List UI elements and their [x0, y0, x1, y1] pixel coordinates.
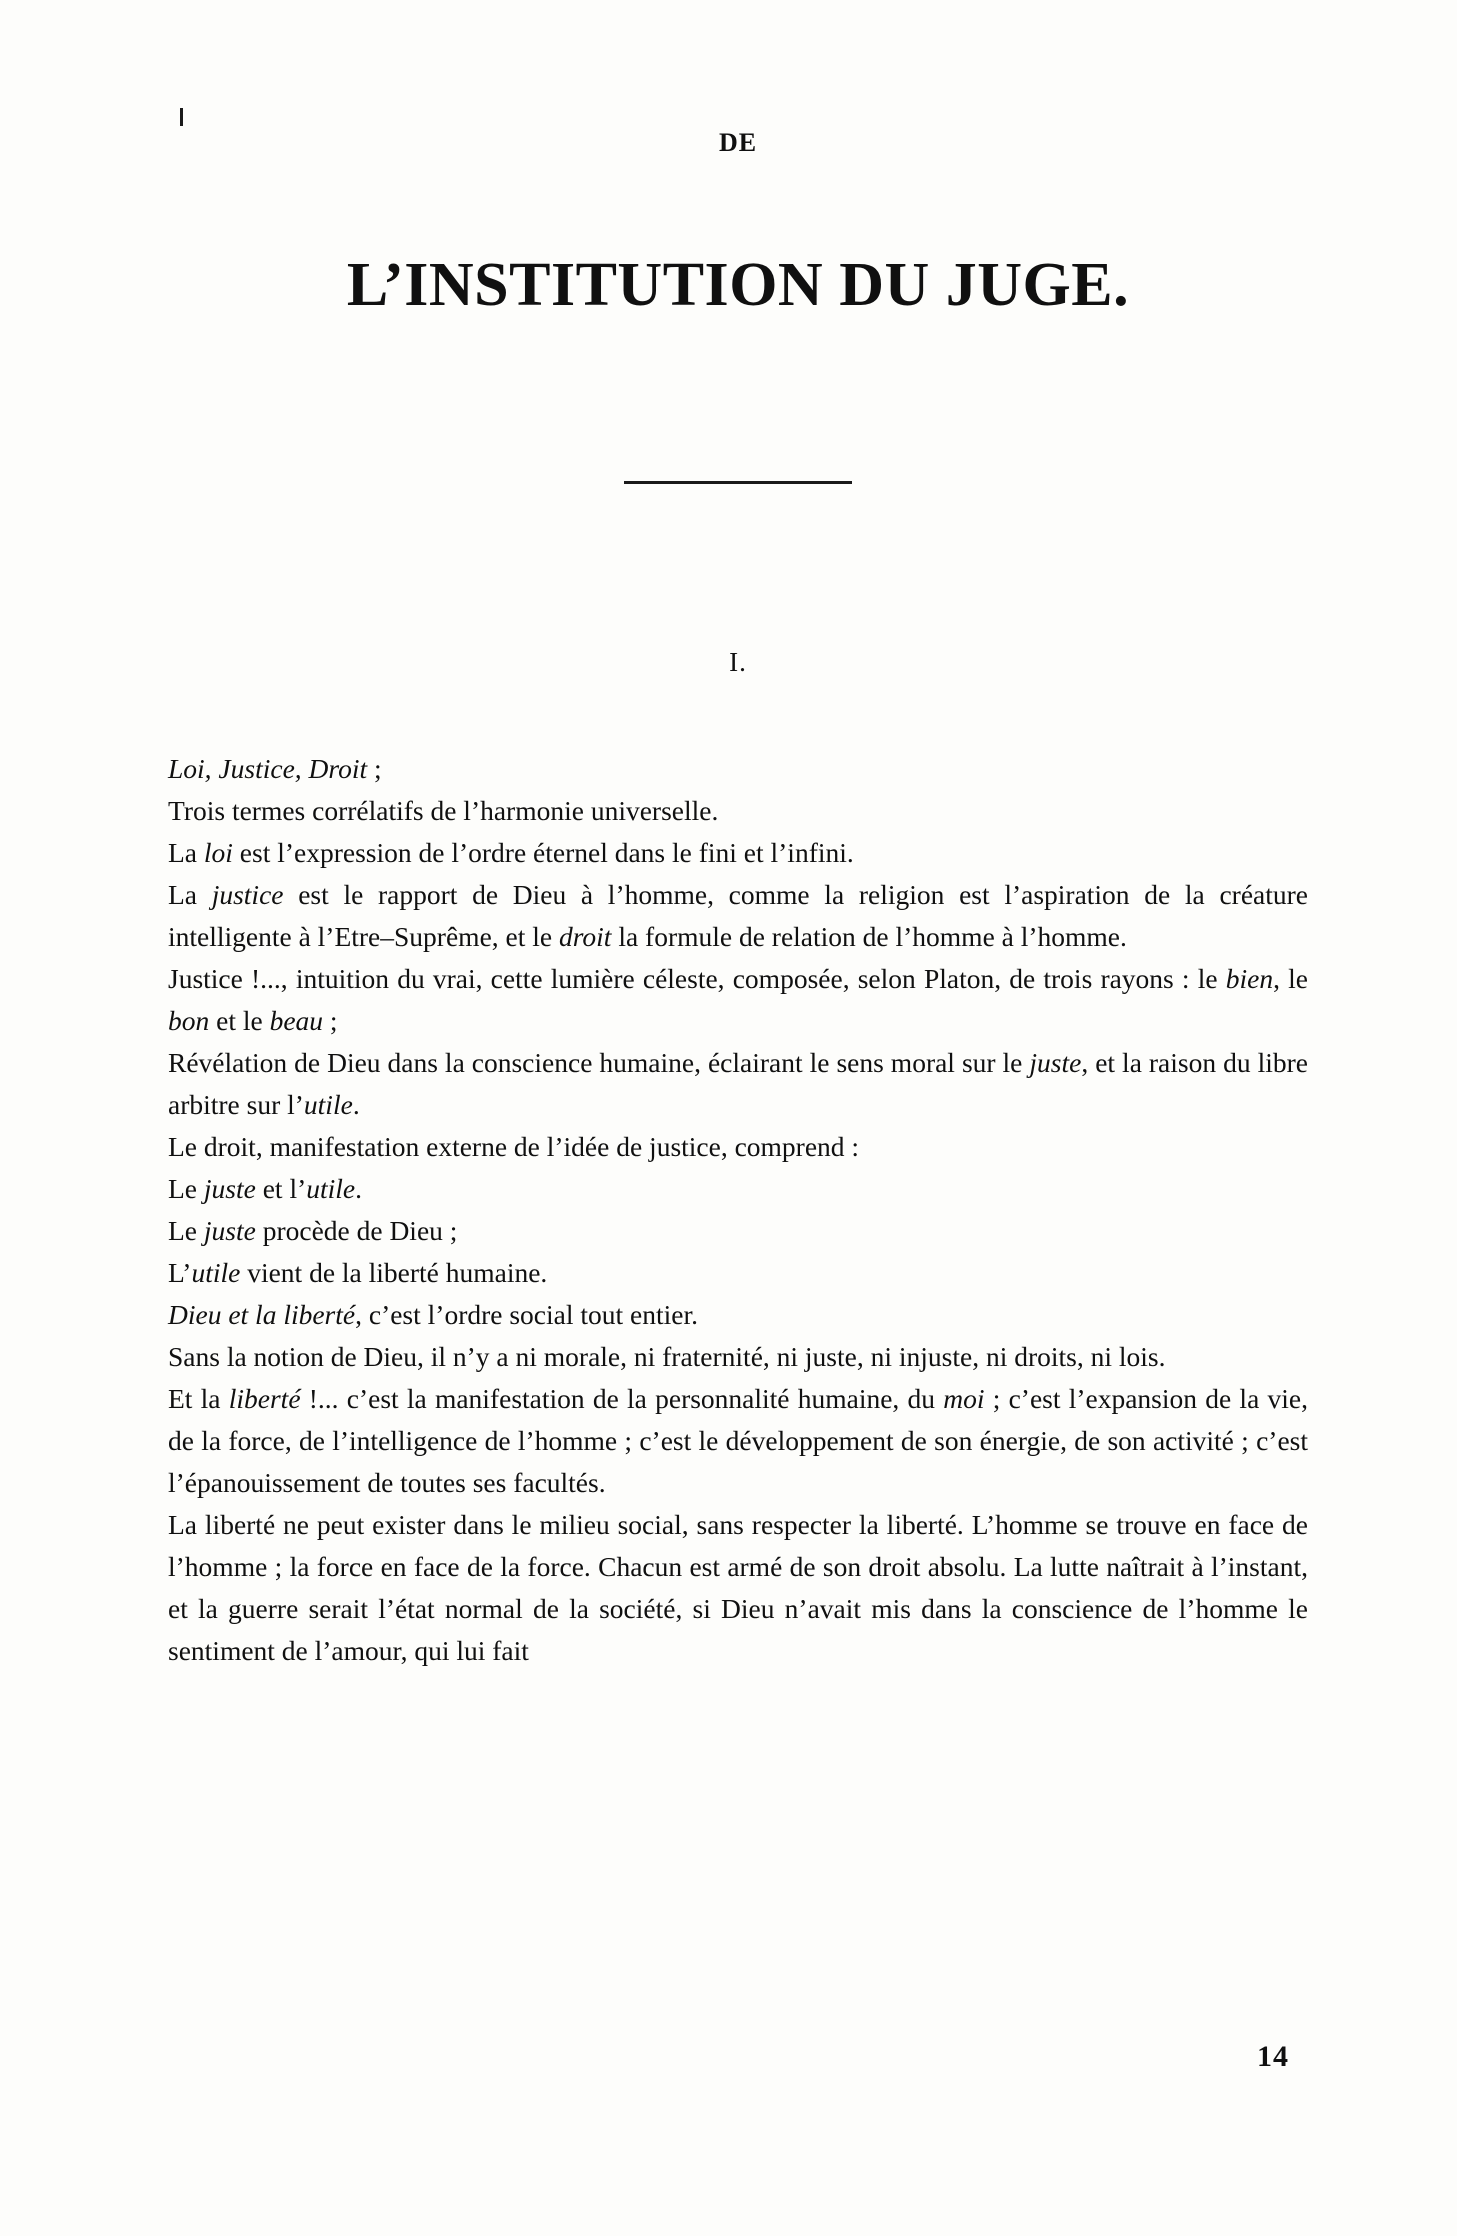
- text-run: Sans la notion de Dieu, il n’y a ni morale, ni fraternité, ni juste, ni injuste, ni droits, ni lois.: [168, 1341, 1166, 1372]
- text-run: , le: [1273, 963, 1308, 994]
- text-run: Et la: [168, 1383, 229, 1414]
- emphasis-text: justice: [211, 879, 284, 910]
- emphasis-text: loi: [203, 837, 233, 868]
- paragraph: [168, 1252, 1308, 1294]
- text-run: L’: [168, 1257, 192, 1288]
- text-run: La: [168, 879, 212, 910]
- text-run: ; c’est l’expansion de la vie, de la force, de l’intelligence de l’homme ; c’est le développement de son énergie, de son activité ; c’est l’épanouissement de toutes ses facultés.: [168, 1383, 1308, 1498]
- paragraph: [168, 1042, 1308, 1126]
- page-content: [168, 96, 1308, 1672]
- divider-rule: [168, 471, 1308, 489]
- paragraph: [168, 874, 1308, 958]
- text-run: Révélation de Dieu dans la conscience humaine, éclairant le sens moral sur le: [168, 1047, 1030, 1078]
- paragraph: [168, 1210, 1308, 1252]
- text-run: vient de la liberté humaine.: [240, 1257, 548, 1288]
- text-run: et le: [209, 1005, 270, 1036]
- emphasis-text: utile: [303, 1089, 353, 1120]
- text-run: La: [168, 837, 204, 868]
- page-title: L’INSTITUTION DU JUGE.: [346, 251, 1130, 319]
- text-run: .: [355, 1173, 363, 1204]
- text-run: !... c’est la manifestation de la personnalité humaine, du: [300, 1383, 944, 1414]
- text-run: et l’: [255, 1173, 307, 1204]
- paragraph: [168, 790, 1308, 832]
- horizontal-rule: [624, 481, 852, 484]
- text-run: est l’expression de l’ordre éternel dans le fini et l’infini.: [232, 837, 854, 868]
- emphasis-text: juste: [203, 1173, 256, 1204]
- emphasis-text: bon: [168, 1005, 210, 1036]
- paragraph: [168, 1336, 1308, 1378]
- paragraph: [168, 1378, 1308, 1504]
- paragraph: [168, 1126, 1308, 1168]
- paragraph: [168, 1294, 1308, 1336]
- text-run: procède de Dieu ;: [255, 1215, 458, 1246]
- text-run: , c’est l’ordre social tout entier.: [355, 1299, 698, 1330]
- text-run: Justice !..., intuition du vrai, cette lumière céleste, composée, selon Platon, de trois rayons : le: [168, 963, 1226, 994]
- emphasis-text: Loi, Justice, Droit: [168, 753, 368, 784]
- section-number: I.: [729, 647, 747, 677]
- emphasis-text: moi: [943, 1383, 985, 1414]
- paragraph: [168, 748, 1308, 790]
- paragraph: [168, 1168, 1308, 1210]
- text-run: est le rapport de Dieu à l’homme, comme la religion est l’aspiration de la créature intelligente à l’Etre–Suprême, et le: [168, 879, 1308, 952]
- paragraph: [168, 958, 1308, 1042]
- emphasis-text: bien: [1225, 963, 1274, 994]
- page-number: 14: [1257, 2040, 1289, 2073]
- emphasis-text: juste: [203, 1215, 256, 1246]
- text-run: .: [352, 1089, 360, 1120]
- body-text: [168, 748, 1308, 1672]
- emphasis-text: utile: [306, 1173, 356, 1204]
- text-run: La liberté ne peut exister dans le milieu social, sans respecter la liberté. L’homme se trouve en face de l’homme ; la force en face de la force. Chacun est armé de son droit absolu. La lutte naîtrait à l’instant, et la guerre serait l’état normal de la société, si Dieu n’avait mis dans la conscience de l’homme le sentiment de l’amour, qui lui fait: [168, 1509, 1308, 1666]
- text-run: la formule de relation de l’homme à l’homme.: [611, 921, 1127, 952]
- emphasis-text: Dieu et la liberté: [168, 1299, 356, 1330]
- paragraph: [168, 1504, 1308, 1672]
- text-run: Le droit, manifestation externe de l’idée de justice, comprend :: [168, 1131, 860, 1162]
- emphasis-text: liberté: [228, 1383, 301, 1414]
- emphasis-text: utile: [191, 1257, 241, 1288]
- text-run: ;: [323, 1005, 338, 1036]
- emphasis-text: beau: [269, 1005, 324, 1036]
- text-run: Trois termes corrélatifs de l’harmonie universelle.: [168, 795, 719, 826]
- text-run: ;: [367, 753, 382, 784]
- text-run: Le: [168, 1173, 204, 1204]
- paragraph: [168, 832, 1308, 874]
- supertitle: DE: [718, 128, 758, 157]
- text-run: Le: [168, 1215, 204, 1246]
- text-run: , et la raison du libre arbitre sur l’: [168, 1047, 1308, 1120]
- emphasis-text: juste: [1029, 1047, 1082, 1078]
- emphasis-text: droit: [558, 921, 612, 952]
